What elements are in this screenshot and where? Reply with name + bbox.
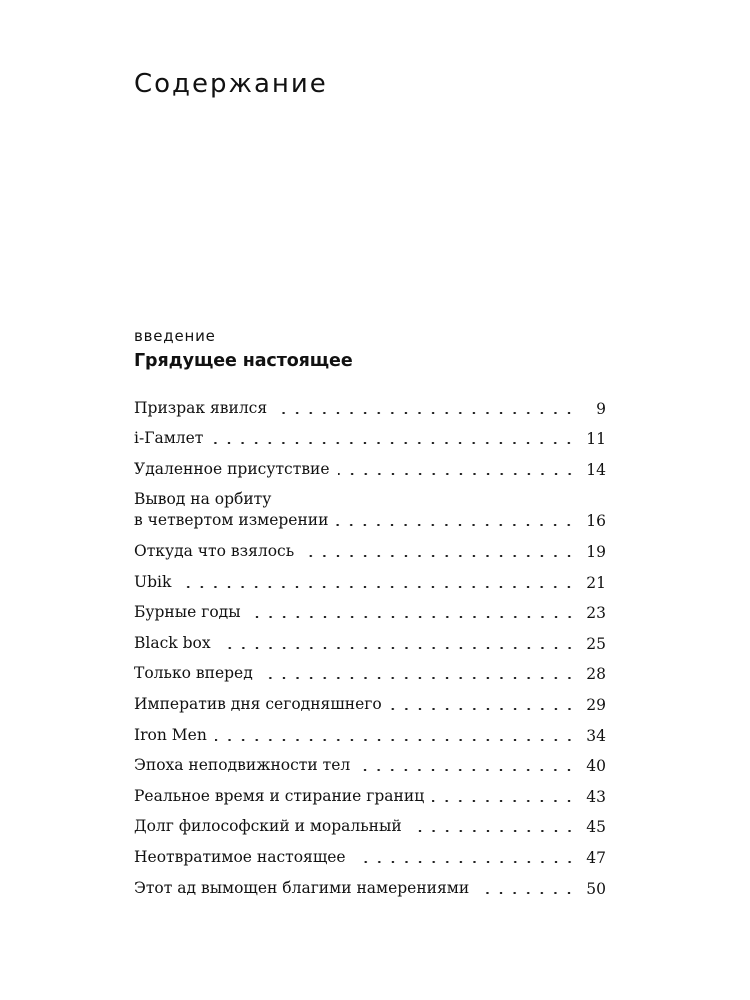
dot-leader — [211, 442, 576, 444]
toc-entry-title: Реальное время и стирание границ — [134, 786, 425, 805]
toc-entry-page: 23 — [586, 604, 606, 623]
toc-entry-page: 16 — [586, 512, 606, 531]
toc-entry-title: Iron Men — [134, 725, 207, 744]
toc-entry-title: Императив дня сегодняшнего — [134, 694, 382, 713]
toc-entry-page: 9 — [596, 399, 606, 418]
toc-entry[interactable] — [134, 872, 606, 903]
dot-leader — [275, 412, 576, 414]
toc-entry-title: Только вперед — [134, 664, 253, 683]
toc-entry-title: Эпоха неподвижности тел — [134, 756, 351, 775]
table-of-contents — [134, 392, 606, 903]
toc-entry-title: Ubik — [134, 572, 172, 591]
toc-entry-page: 21 — [586, 573, 606, 592]
toc-entry[interactable] — [134, 719, 606, 750]
toc-entry-page: 25 — [586, 634, 606, 653]
toc-entry-title: i-Гамлет — [134, 429, 204, 448]
dot-leader — [410, 830, 576, 832]
dot-leader — [336, 524, 576, 526]
toc-entry-page: 19 — [586, 542, 606, 561]
toc-entry-title: Вывод на орбиту в четвертом измерении — [134, 490, 329, 530]
toc-entry[interactable] — [134, 484, 606, 536]
toc-entry-title: Black box — [134, 633, 211, 652]
toc-entry[interactable] — [134, 780, 606, 811]
toc-entry[interactable] — [134, 811, 606, 842]
toc-entry-page: 43 — [586, 787, 606, 806]
toc-entry[interactable] — [134, 392, 606, 423]
section-title: Грядущее настоящее — [134, 351, 353, 371]
dot-leader — [354, 861, 576, 863]
dot-leader — [358, 769, 576, 771]
section-label: введение — [134, 327, 216, 345]
toc-entry[interactable] — [134, 841, 606, 872]
toc-entry[interactable] — [134, 597, 606, 628]
toc-entry-page: 47 — [586, 848, 606, 867]
toc-entry-title: Долг философский и моральный — [134, 817, 402, 836]
dot-leader — [390, 708, 576, 710]
dot-leader — [338, 473, 576, 475]
dot-leader — [249, 616, 576, 618]
dot-leader — [432, 800, 576, 802]
toc-entry-title: Неотвратимое настоящее — [134, 847, 346, 866]
page-title: Содержание — [134, 69, 328, 99]
toc-entry[interactable] — [134, 453, 606, 484]
toc-entry-page: 11 — [586, 430, 606, 449]
dot-leader — [215, 739, 576, 741]
toc-entry[interactable] — [134, 535, 606, 566]
toc-entry-title: Призрак явился — [134, 398, 268, 417]
dot-leader — [261, 677, 576, 679]
toc-entry-title: Бурные годы — [134, 603, 241, 622]
dot-leader — [302, 555, 576, 557]
toc-entry-title: Удаленное присутствие — [134, 459, 330, 478]
dot-leader — [179, 586, 576, 588]
toc-entry-page: 45 — [586, 818, 606, 837]
toc-entry-page: 14 — [586, 460, 606, 479]
toc-entry[interactable] — [134, 627, 606, 658]
toc-entry[interactable] — [134, 566, 606, 597]
toc-entry-page: 40 — [586, 757, 606, 776]
toc-entry[interactable] — [134, 688, 606, 719]
dot-leader — [477, 892, 576, 894]
toc-entry-page: 34 — [586, 726, 606, 745]
toc-entry[interactable] — [134, 423, 606, 454]
toc-entry[interactable] — [134, 750, 606, 781]
toc-entry-title: Этот ад вымощен благими намерениями — [134, 878, 470, 897]
toc-entry[interactable] — [134, 658, 606, 689]
toc-entry-page: 29 — [586, 695, 606, 714]
toc-entry-page: 28 — [586, 665, 606, 684]
toc-entry-title: Откуда что взялось — [134, 541, 295, 560]
toc-entry-page: 50 — [586, 879, 606, 898]
dot-leader — [219, 647, 576, 649]
